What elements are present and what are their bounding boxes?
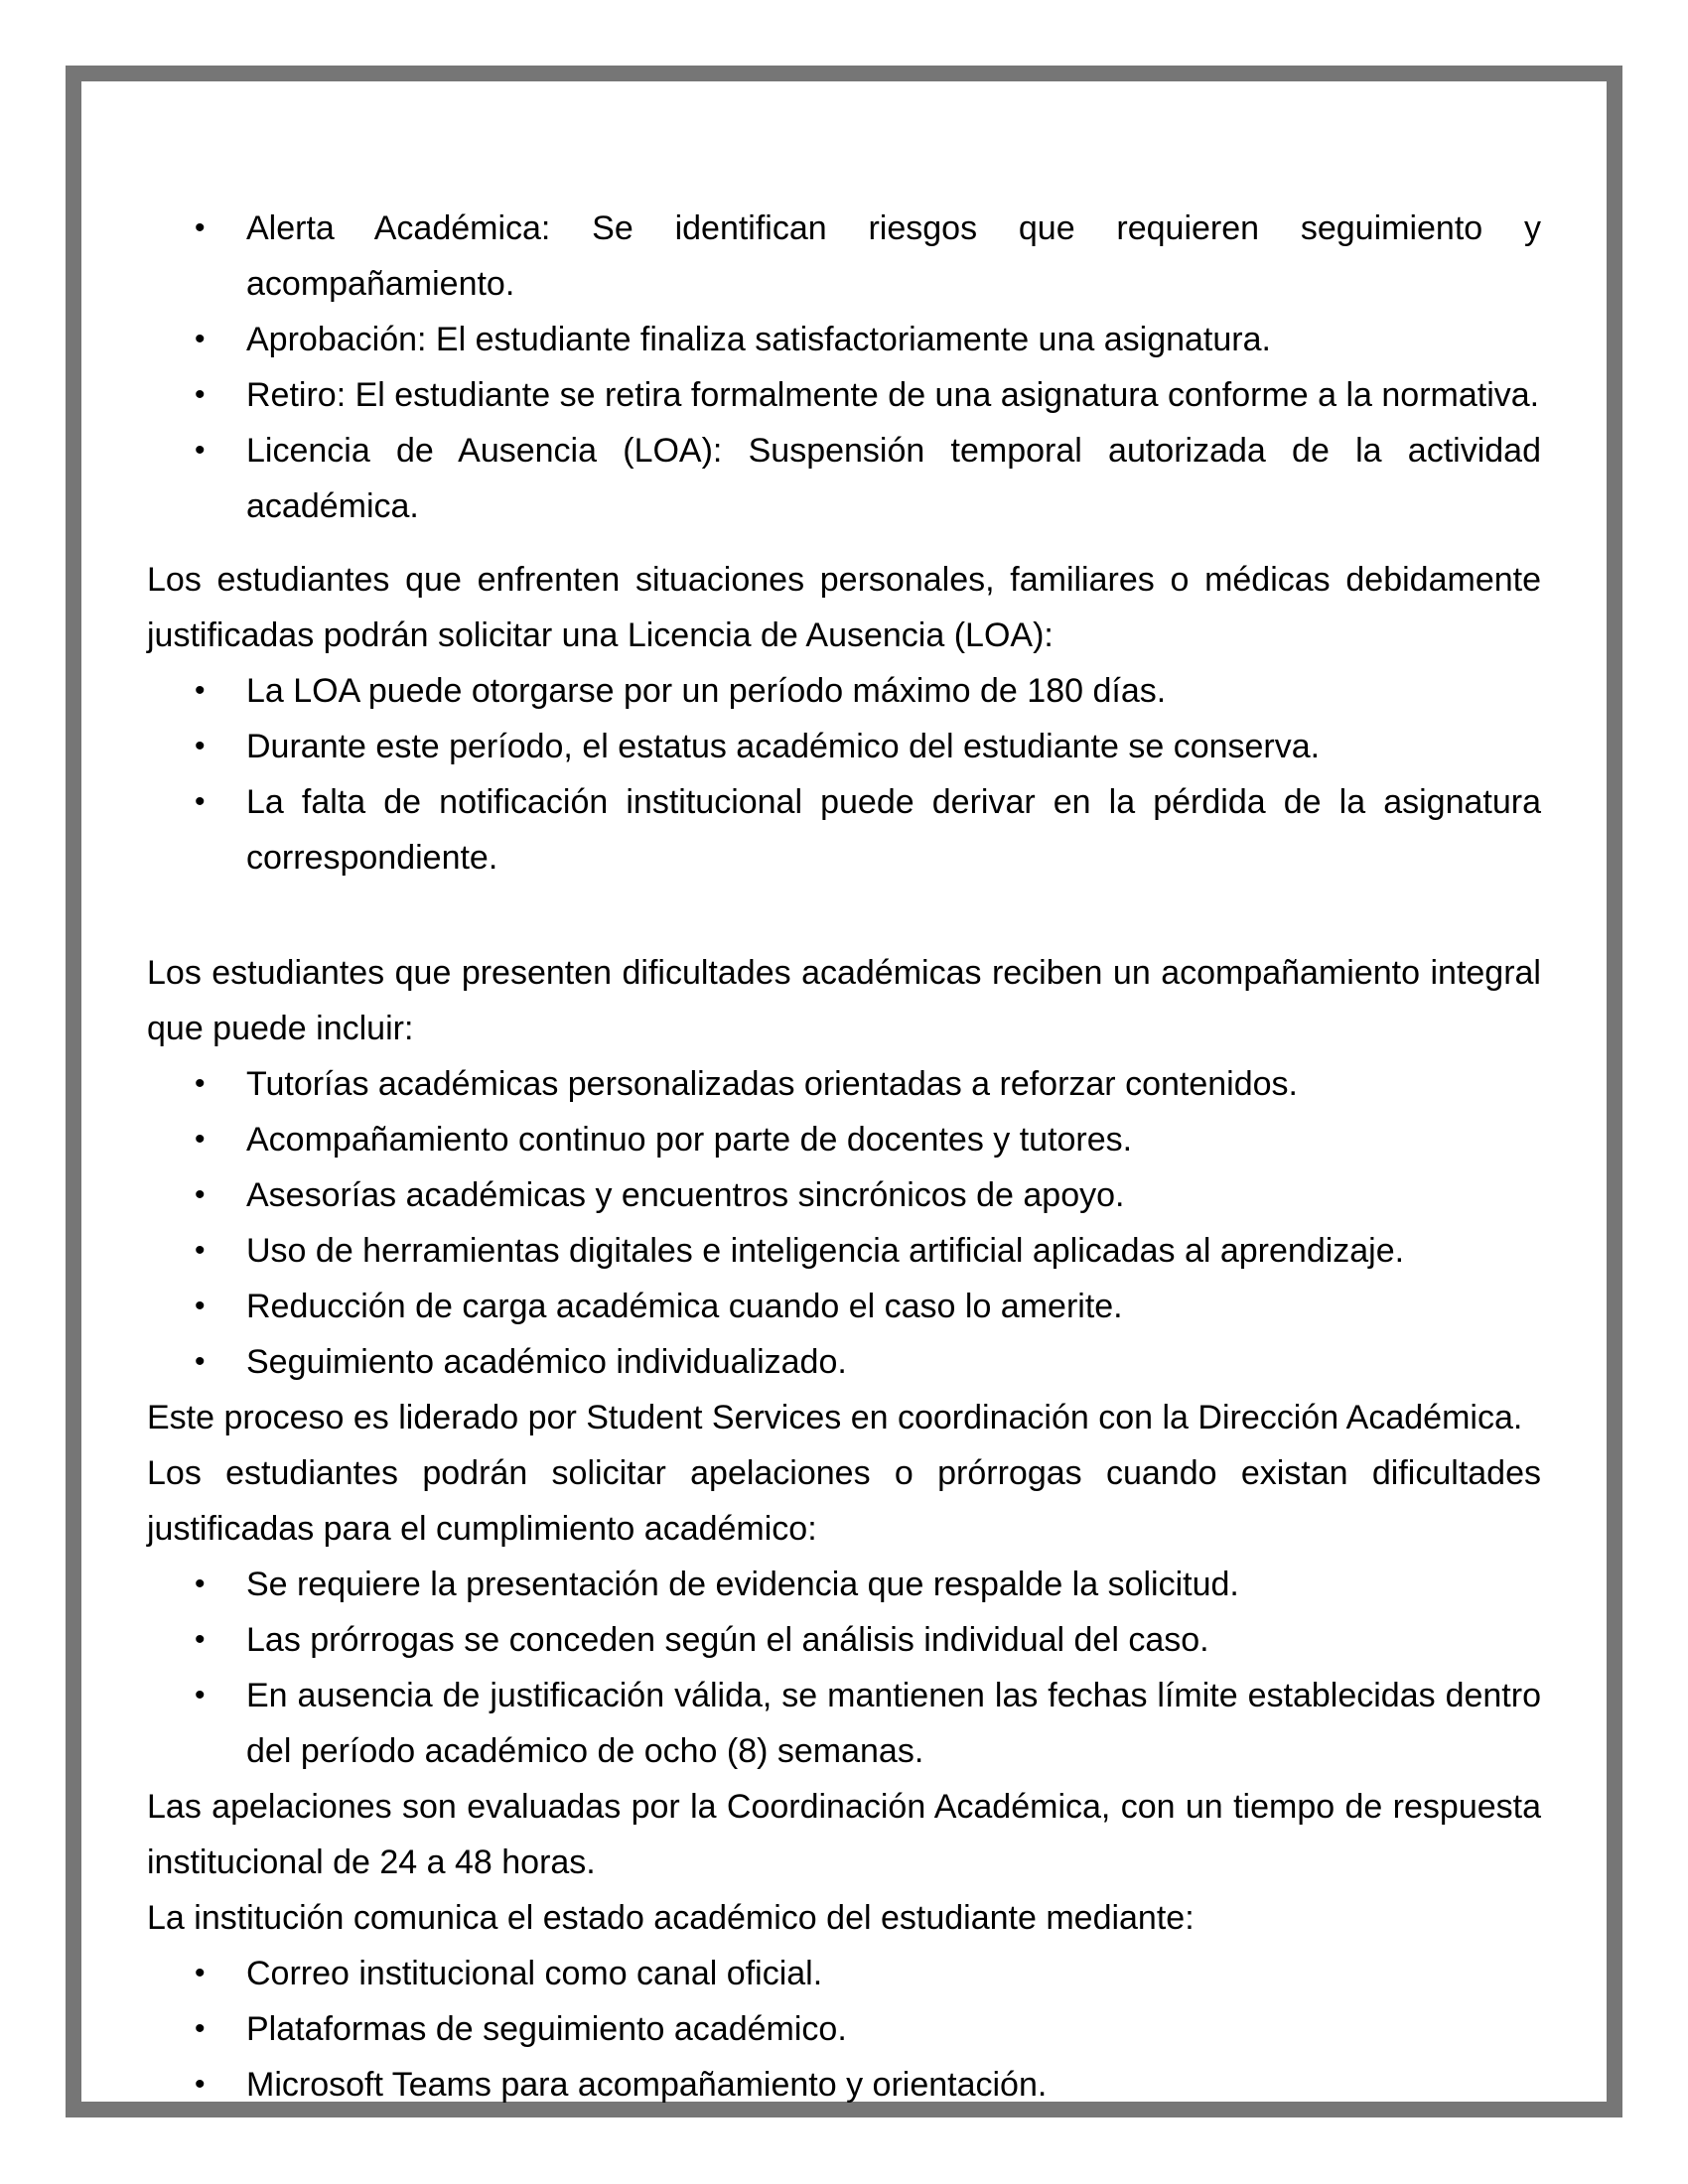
list-item-text: Acompañamiento continuo por parte de docentes y tutores. [246, 1121, 1133, 1159]
list-item-text: Las prórrogas se conceden según el análisis individual del caso. [246, 1621, 1209, 1659]
bullet-icon: • [195, 1957, 206, 1989]
list-item-text: La LOA puede otorgarse por un período máximo de 180 días. [246, 672, 1167, 710]
bullet-icon: • [195, 211, 206, 244]
bullet-list-appeal-rules [147, 1557, 1541, 1779]
list-item [147, 1112, 1541, 1167]
bullet-icon: • [195, 1568, 206, 1600]
list-item [147, 201, 1541, 312]
list-item-text: Licencia de Ausencia (LOA): Suspensión temporal autorizada de la actividad académica. [246, 432, 1541, 525]
list-item-text: Aprobación: El estudiante finaliza satisfactoriamente una asignatura. [246, 321, 1271, 358]
list-item [147, 1223, 1541, 1279]
bullet-icon: • [195, 1234, 206, 1267]
bullet-icon: • [195, 1290, 206, 1322]
page-border-frame [66, 66, 1622, 2117]
bullet-icon: • [195, 2012, 206, 2045]
list-item-text: Reducción de carga académica cuando el caso lo amerite. [246, 1288, 1123, 1325]
bullet-list-communication-channels [147, 1946, 1541, 2113]
bullet-icon: • [195, 1067, 206, 1100]
paragraph-student-services: Este proceso es liderado por Student Services en coordinación con la Dirección Académica. [147, 1399, 1523, 1436]
list-item [147, 2001, 1541, 2057]
list-item [147, 367, 1541, 423]
list-item-text: Microsoft Teams para acompañamiento y orientación. [246, 2066, 1048, 2104]
bullet-list-loa-rules [147, 663, 1541, 886]
list-item [147, 312, 1541, 367]
bullet-icon: • [195, 378, 206, 411]
bullet-icon: • [195, 1679, 206, 1711]
bullet-icon: • [195, 1623, 206, 1656]
list-item-text: Alerta Académica: Se identifican riesgos que requieren seguimiento y acompañamiento. [246, 209, 1541, 303]
list-item-text: Retiro: El estudiante se retira formalmente de una asignatura conforme a la normativa. [246, 376, 1540, 414]
list-item [147, 1279, 1541, 1334]
list-item-text: Correo institucional como canal oficial. [246, 1955, 823, 1992]
list-item-text: En ausencia de justificación válida, se mantienen las fechas límite establecidas dentro del período académico de ocho (8) semanas. [246, 1677, 1541, 1770]
bullet-icon: • [195, 1123, 206, 1156]
list-item-text: Se requiere la presentación de evidencia que respalde la solicitud. [246, 1566, 1239, 1603]
list-item-text: La falta de notificación institucional puede derivar en la pérdida de la asignatura correspondiente. [246, 783, 1541, 877]
paragraph-communication-intro: La institución comunica el estado académico del estudiante mediante: [147, 1899, 1195, 1937]
bullet-icon: • [195, 1345, 206, 1378]
list-item [147, 1668, 1541, 1779]
bullet-icon: • [195, 2068, 206, 2101]
list-item [147, 663, 1541, 719]
list-item-text: Asesorías académicas y encuentros sincrónicos de apoyo. [246, 1176, 1125, 1214]
list-item-text: Durante este período, el estatus académico del estudiante se conserva. [246, 728, 1321, 765]
list-item [147, 1334, 1541, 1390]
bullet-icon: • [195, 730, 206, 762]
blank-line [147, 886, 1541, 945]
list-item-text: Seguimiento académico individualizado. [246, 1343, 847, 1381]
list-item [147, 2057, 1541, 2113]
paragraph-loa-intro: Los estudiantes que enfrenten situaciones personales, familiares o médicas debidamente justificadas podrán solicitar una Licencia de Ausencia (LOA): [147, 561, 1541, 654]
paragraph-appeals-evaluation: Las apelaciones son evaluadas por la Coordinación Académica, con un tiempo de respuesta institucional de 24 a 48 horas. [147, 1788, 1541, 1881]
paragraph-appeals-intro: Los estudiantes podrán solicitar apelaciones o prórrogas cuando existan dificultades justificadas para el cumplimiento académico: [147, 1454, 1541, 1548]
list-item-text: Tutorías académicas personalizadas orientadas a reforzar contenidos. [246, 1065, 1298, 1103]
bullet-list-statuses [147, 201, 1541, 534]
list-item [147, 719, 1541, 774]
list-item-text: Uso de herramientas digitales e inteligencia artificial aplicadas al aprendizaje. [246, 1232, 1405, 1270]
paragraph-support-intro: Los estudiantes que presenten dificultades académicas reciben un acompañamiento integral que puede incluir: [147, 954, 1541, 1047]
document-content [81, 81, 1607, 2102]
list-item [147, 1167, 1541, 1223]
bullet-icon: • [195, 434, 206, 467]
list-item [147, 1946, 1541, 2001]
list-item [147, 774, 1541, 886]
bullet-icon: • [195, 323, 206, 355]
bullet-icon: • [195, 785, 206, 818]
bullet-icon: • [195, 674, 206, 707]
bullet-list-support-options [147, 1056, 1541, 1390]
list-item [147, 423, 1541, 534]
bullet-icon: • [195, 1178, 206, 1211]
list-item [147, 1056, 1541, 1112]
list-item-text: Plataformas de seguimiento académico. [246, 2010, 847, 2048]
list-item [147, 1557, 1541, 1612]
list-item [147, 1612, 1541, 1668]
